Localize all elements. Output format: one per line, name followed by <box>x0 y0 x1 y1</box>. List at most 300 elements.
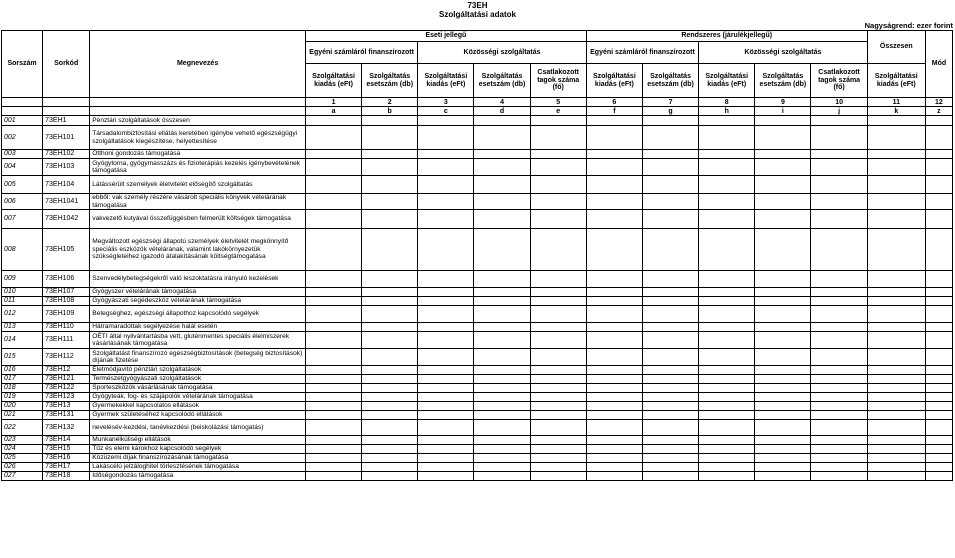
value-cell[interactable] <box>530 332 586 349</box>
value-cell[interactable] <box>811 393 867 402</box>
value-cell[interactable] <box>418 297 474 306</box>
value-cell[interactable] <box>867 384 925 393</box>
value-cell[interactable] <box>925 306 952 323</box>
value-cell[interactable] <box>925 176 952 194</box>
value-cell[interactable] <box>474 349 530 366</box>
value-cell[interactable] <box>699 366 755 375</box>
value-cell[interactable] <box>755 194 811 210</box>
value-cell[interactable] <box>867 288 925 297</box>
value-cell[interactable] <box>418 420 474 436</box>
value-cell[interactable] <box>699 411 755 420</box>
value-cell[interactable] <box>305 323 361 332</box>
value-cell[interactable] <box>699 332 755 349</box>
value-cell[interactable] <box>811 384 867 393</box>
value-cell[interactable] <box>418 445 474 454</box>
value-cell[interactable] <box>642 150 698 159</box>
value-cell[interactable] <box>699 402 755 411</box>
value-cell[interactable] <box>699 194 755 210</box>
value-cell[interactable] <box>642 288 698 297</box>
value-cell[interactable] <box>755 472 811 481</box>
value-cell[interactable] <box>418 402 474 411</box>
value-cell[interactable] <box>474 323 530 332</box>
value-cell[interactable] <box>755 297 811 306</box>
value-cell[interactable] <box>811 297 867 306</box>
value-cell[interactable] <box>305 297 361 306</box>
value-cell[interactable] <box>418 436 474 445</box>
value-cell[interactable] <box>811 229 867 271</box>
value-cell[interactable] <box>305 366 361 375</box>
value-cell[interactable] <box>530 150 586 159</box>
value-cell[interactable] <box>811 210 867 229</box>
value-cell[interactable] <box>925 210 952 229</box>
value-cell[interactable] <box>418 463 474 472</box>
value-cell[interactable] <box>474 194 530 210</box>
value-cell[interactable] <box>755 384 811 393</box>
value-cell[interactable] <box>867 297 925 306</box>
value-cell[interactable] <box>418 150 474 159</box>
value-cell[interactable] <box>418 159 474 176</box>
value-cell[interactable] <box>305 194 361 210</box>
value-cell[interactable] <box>699 454 755 463</box>
value-cell[interactable] <box>925 116 952 126</box>
value-cell[interactable] <box>755 402 811 411</box>
value-cell[interactable] <box>755 126 811 150</box>
value-cell[interactable] <box>474 297 530 306</box>
value-cell[interactable] <box>642 375 698 384</box>
value-cell[interactable] <box>530 384 586 393</box>
value-cell[interactable] <box>925 366 952 375</box>
value-cell[interactable] <box>867 411 925 420</box>
value-cell[interactable] <box>530 229 586 271</box>
value-cell[interactable] <box>811 271 867 288</box>
value-cell[interactable] <box>811 323 867 332</box>
value-cell[interactable] <box>305 150 361 159</box>
value-cell[interactable] <box>362 366 418 375</box>
value-cell[interactable] <box>586 393 642 402</box>
value-cell[interactable] <box>530 454 586 463</box>
value-cell[interactable] <box>305 306 361 323</box>
value-cell[interactable] <box>699 420 755 436</box>
value-cell[interactable] <box>755 445 811 454</box>
value-cell[interactable] <box>699 393 755 402</box>
value-cell[interactable] <box>867 375 925 384</box>
value-cell[interactable] <box>474 445 530 454</box>
value-cell[interactable] <box>418 194 474 210</box>
value-cell[interactable] <box>642 306 698 323</box>
value-cell[interactable] <box>305 445 361 454</box>
value-cell[interactable] <box>362 323 418 332</box>
value-cell[interactable] <box>530 436 586 445</box>
value-cell[interactable] <box>474 463 530 472</box>
value-cell[interactable] <box>925 411 952 420</box>
value-cell[interactable] <box>925 454 952 463</box>
value-cell[interactable] <box>755 349 811 366</box>
value-cell[interactable] <box>474 420 530 436</box>
value-cell[interactable] <box>642 393 698 402</box>
value-cell[interactable] <box>305 159 361 176</box>
value-cell[interactable] <box>867 194 925 210</box>
value-cell[interactable] <box>867 463 925 472</box>
value-cell[interactable] <box>867 472 925 481</box>
value-cell[interactable] <box>755 176 811 194</box>
value-cell[interactable] <box>867 116 925 126</box>
value-cell[interactable] <box>362 159 418 176</box>
value-cell[interactable] <box>530 366 586 375</box>
value-cell[interactable] <box>699 436 755 445</box>
value-cell[interactable] <box>418 375 474 384</box>
value-cell[interactable] <box>586 176 642 194</box>
value-cell[interactable] <box>530 297 586 306</box>
value-cell[interactable] <box>642 159 698 176</box>
value-cell[interactable] <box>642 445 698 454</box>
value-cell[interactable] <box>925 445 952 454</box>
value-cell[interactable] <box>811 116 867 126</box>
value-cell[interactable] <box>362 126 418 150</box>
value-cell[interactable] <box>867 393 925 402</box>
value-cell[interactable] <box>586 194 642 210</box>
value-cell[interactable] <box>811 150 867 159</box>
value-cell[interactable] <box>362 116 418 126</box>
value-cell[interactable] <box>755 366 811 375</box>
value-cell[interactable] <box>474 116 530 126</box>
value-cell[interactable] <box>586 420 642 436</box>
value-cell[interactable] <box>418 393 474 402</box>
value-cell[interactable] <box>418 323 474 332</box>
value-cell[interactable] <box>305 411 361 420</box>
value-cell[interactable] <box>418 472 474 481</box>
value-cell[interactable] <box>530 445 586 454</box>
value-cell[interactable] <box>586 116 642 126</box>
value-cell[interactable] <box>699 384 755 393</box>
value-cell[interactable] <box>755 116 811 126</box>
value-cell[interactable] <box>362 150 418 159</box>
value-cell[interactable] <box>925 402 952 411</box>
value-cell[interactable] <box>755 159 811 176</box>
value-cell[interactable] <box>586 366 642 375</box>
value-cell[interactable] <box>811 445 867 454</box>
value-cell[interactable] <box>699 306 755 323</box>
value-cell[interactable] <box>305 384 361 393</box>
value-cell[interactable] <box>867 210 925 229</box>
value-cell[interactable] <box>925 332 952 349</box>
value-cell[interactable] <box>699 159 755 176</box>
value-cell[interactable] <box>867 402 925 411</box>
value-cell[interactable] <box>305 375 361 384</box>
value-cell[interactable] <box>305 116 361 126</box>
value-cell[interactable] <box>586 297 642 306</box>
value-cell[interactable] <box>867 306 925 323</box>
value-cell[interactable] <box>362 375 418 384</box>
value-cell[interactable] <box>699 210 755 229</box>
value-cell[interactable] <box>642 126 698 150</box>
value-cell[interactable] <box>642 366 698 375</box>
value-cell[interactable] <box>305 126 361 150</box>
value-cell[interactable] <box>755 436 811 445</box>
value-cell[interactable] <box>699 375 755 384</box>
value-cell[interactable] <box>362 420 418 436</box>
value-cell[interactable] <box>867 366 925 375</box>
value-cell[interactable] <box>811 472 867 481</box>
value-cell[interactable] <box>811 463 867 472</box>
value-cell[interactable] <box>811 411 867 420</box>
value-cell[interactable] <box>699 463 755 472</box>
value-cell[interactable] <box>418 454 474 463</box>
value-cell[interactable] <box>586 306 642 323</box>
value-cell[interactable] <box>699 150 755 159</box>
value-cell[interactable] <box>925 349 952 366</box>
value-cell[interactable] <box>474 393 530 402</box>
value-cell[interactable] <box>530 159 586 176</box>
value-cell[interactable] <box>530 126 586 150</box>
value-cell[interactable] <box>305 393 361 402</box>
value-cell[interactable] <box>642 411 698 420</box>
value-cell[interactable] <box>362 297 418 306</box>
value-cell[interactable] <box>474 210 530 229</box>
value-cell[interactable] <box>530 463 586 472</box>
value-cell[interactable] <box>418 229 474 271</box>
value-cell[interactable] <box>362 306 418 323</box>
value-cell[interactable] <box>811 332 867 349</box>
value-cell[interactable] <box>305 454 361 463</box>
value-cell[interactable] <box>586 436 642 445</box>
value-cell[interactable] <box>699 445 755 454</box>
value-cell[interactable] <box>474 332 530 349</box>
value-cell[interactable] <box>362 176 418 194</box>
value-cell[interactable] <box>642 271 698 288</box>
value-cell[interactable] <box>586 229 642 271</box>
value-cell[interactable] <box>867 323 925 332</box>
value-cell[interactable] <box>755 420 811 436</box>
value-cell[interactable] <box>586 375 642 384</box>
value-cell[interactable] <box>811 454 867 463</box>
value-cell[interactable] <box>755 375 811 384</box>
value-cell[interactable] <box>586 210 642 229</box>
value-cell[interactable] <box>586 472 642 481</box>
value-cell[interactable] <box>530 210 586 229</box>
value-cell[interactable] <box>642 454 698 463</box>
value-cell[interactable] <box>925 159 952 176</box>
value-cell[interactable] <box>586 454 642 463</box>
value-cell[interactable] <box>699 116 755 126</box>
value-cell[interactable] <box>642 194 698 210</box>
value-cell[interactable] <box>811 375 867 384</box>
value-cell[interactable] <box>642 297 698 306</box>
value-cell[interactable] <box>305 229 361 271</box>
value-cell[interactable] <box>530 349 586 366</box>
value-cell[interactable] <box>586 445 642 454</box>
value-cell[interactable] <box>362 384 418 393</box>
value-cell[interactable] <box>867 445 925 454</box>
value-cell[interactable] <box>925 393 952 402</box>
value-cell[interactable] <box>811 366 867 375</box>
value-cell[interactable] <box>925 375 952 384</box>
value-cell[interactable] <box>418 210 474 229</box>
value-cell[interactable] <box>362 472 418 481</box>
value-cell[interactable] <box>925 271 952 288</box>
value-cell[interactable] <box>362 288 418 297</box>
value-cell[interactable] <box>867 454 925 463</box>
value-cell[interactable] <box>755 288 811 297</box>
value-cell[interactable] <box>642 116 698 126</box>
value-cell[interactable] <box>811 176 867 194</box>
value-cell[interactable] <box>699 126 755 150</box>
value-cell[interactable] <box>642 349 698 366</box>
value-cell[interactable] <box>755 150 811 159</box>
value-cell[interactable] <box>642 402 698 411</box>
value-cell[interactable] <box>530 323 586 332</box>
value-cell[interactable] <box>362 411 418 420</box>
value-cell[interactable] <box>811 436 867 445</box>
value-cell[interactable] <box>867 420 925 436</box>
value-cell[interactable] <box>362 445 418 454</box>
value-cell[interactable] <box>418 271 474 288</box>
value-cell[interactable] <box>362 229 418 271</box>
value-cell[interactable] <box>418 176 474 194</box>
value-cell[interactable] <box>755 463 811 472</box>
value-cell[interactable] <box>867 126 925 150</box>
value-cell[interactable] <box>925 288 952 297</box>
value-cell[interactable] <box>362 436 418 445</box>
value-cell[interactable] <box>925 472 952 481</box>
value-cell[interactable] <box>755 271 811 288</box>
value-cell[interactable] <box>811 126 867 150</box>
value-cell[interactable] <box>925 126 952 150</box>
value-cell[interactable] <box>755 393 811 402</box>
value-cell[interactable] <box>642 210 698 229</box>
value-cell[interactable] <box>699 349 755 366</box>
value-cell[interactable] <box>755 411 811 420</box>
value-cell[interactable] <box>474 229 530 271</box>
value-cell[interactable] <box>530 288 586 297</box>
value-cell[interactable] <box>811 349 867 366</box>
value-cell[interactable] <box>642 229 698 271</box>
value-cell[interactable] <box>642 332 698 349</box>
value-cell[interactable] <box>530 375 586 384</box>
value-cell[interactable] <box>362 402 418 411</box>
value-cell[interactable] <box>699 176 755 194</box>
value-cell[interactable] <box>474 384 530 393</box>
value-cell[interactable] <box>418 384 474 393</box>
value-cell[interactable] <box>925 463 952 472</box>
value-cell[interactable] <box>867 150 925 159</box>
value-cell[interactable] <box>925 436 952 445</box>
value-cell[interactable] <box>474 150 530 159</box>
value-cell[interactable] <box>867 332 925 349</box>
value-cell[interactable] <box>474 375 530 384</box>
value-cell[interactable] <box>867 271 925 288</box>
value-cell[interactable] <box>362 194 418 210</box>
value-cell[interactable] <box>362 332 418 349</box>
value-cell[interactable] <box>530 116 586 126</box>
value-cell[interactable] <box>586 384 642 393</box>
value-cell[interactable] <box>586 349 642 366</box>
value-cell[interactable] <box>474 454 530 463</box>
value-cell[interactable] <box>474 176 530 194</box>
value-cell[interactable] <box>586 159 642 176</box>
value-cell[interactable] <box>530 472 586 481</box>
value-cell[interactable] <box>867 176 925 194</box>
value-cell[interactable] <box>474 271 530 288</box>
value-cell[interactable] <box>586 332 642 349</box>
value-cell[interactable] <box>867 436 925 445</box>
value-cell[interactable] <box>418 288 474 297</box>
value-cell[interactable] <box>305 332 361 349</box>
value-cell[interactable] <box>699 229 755 271</box>
value-cell[interactable] <box>811 194 867 210</box>
value-cell[interactable] <box>699 297 755 306</box>
value-cell[interactable] <box>755 323 811 332</box>
value-cell[interactable] <box>305 210 361 229</box>
value-cell[interactable] <box>755 332 811 349</box>
value-cell[interactable] <box>474 436 530 445</box>
value-cell[interactable] <box>474 126 530 150</box>
value-cell[interactable] <box>925 420 952 436</box>
value-cell[interactable] <box>305 463 361 472</box>
value-cell[interactable] <box>699 323 755 332</box>
value-cell[interactable] <box>642 436 698 445</box>
value-cell[interactable] <box>530 411 586 420</box>
value-cell[interactable] <box>418 349 474 366</box>
value-cell[interactable] <box>474 288 530 297</box>
value-cell[interactable] <box>925 323 952 332</box>
value-cell[interactable] <box>474 411 530 420</box>
value-cell[interactable] <box>362 463 418 472</box>
value-cell[interactable] <box>755 210 811 229</box>
value-cell[interactable] <box>925 229 952 271</box>
value-cell[interactable] <box>305 402 361 411</box>
value-cell[interactable] <box>305 271 361 288</box>
value-cell[interactable] <box>586 150 642 159</box>
value-cell[interactable] <box>530 393 586 402</box>
value-cell[interactable] <box>867 229 925 271</box>
value-cell[interactable] <box>642 420 698 436</box>
value-cell[interactable] <box>530 194 586 210</box>
value-cell[interactable] <box>699 271 755 288</box>
value-cell[interactable] <box>418 126 474 150</box>
value-cell[interactable] <box>305 436 361 445</box>
value-cell[interactable] <box>642 176 698 194</box>
value-cell[interactable] <box>811 420 867 436</box>
value-cell[interactable] <box>530 420 586 436</box>
value-cell[interactable] <box>418 306 474 323</box>
value-cell[interactable] <box>305 472 361 481</box>
value-cell[interactable] <box>474 472 530 481</box>
value-cell[interactable] <box>811 402 867 411</box>
value-cell[interactable] <box>586 288 642 297</box>
value-cell[interactable] <box>811 306 867 323</box>
value-cell[interactable] <box>811 288 867 297</box>
value-cell[interactable] <box>642 463 698 472</box>
value-cell[interactable] <box>755 229 811 271</box>
value-cell[interactable] <box>925 297 952 306</box>
value-cell[interactable] <box>755 454 811 463</box>
value-cell[interactable] <box>530 402 586 411</box>
value-cell[interactable] <box>305 176 361 194</box>
value-cell[interactable] <box>474 159 530 176</box>
value-cell[interactable] <box>530 176 586 194</box>
value-cell[interactable] <box>586 463 642 472</box>
value-cell[interactable] <box>642 472 698 481</box>
value-cell[interactable] <box>418 332 474 349</box>
value-cell[interactable] <box>867 349 925 366</box>
value-cell[interactable] <box>699 288 755 297</box>
value-cell[interactable] <box>811 159 867 176</box>
value-cell[interactable] <box>867 159 925 176</box>
value-cell[interactable] <box>418 366 474 375</box>
value-cell[interactable] <box>305 349 361 366</box>
value-cell[interactable] <box>362 271 418 288</box>
value-cell[interactable] <box>474 366 530 375</box>
